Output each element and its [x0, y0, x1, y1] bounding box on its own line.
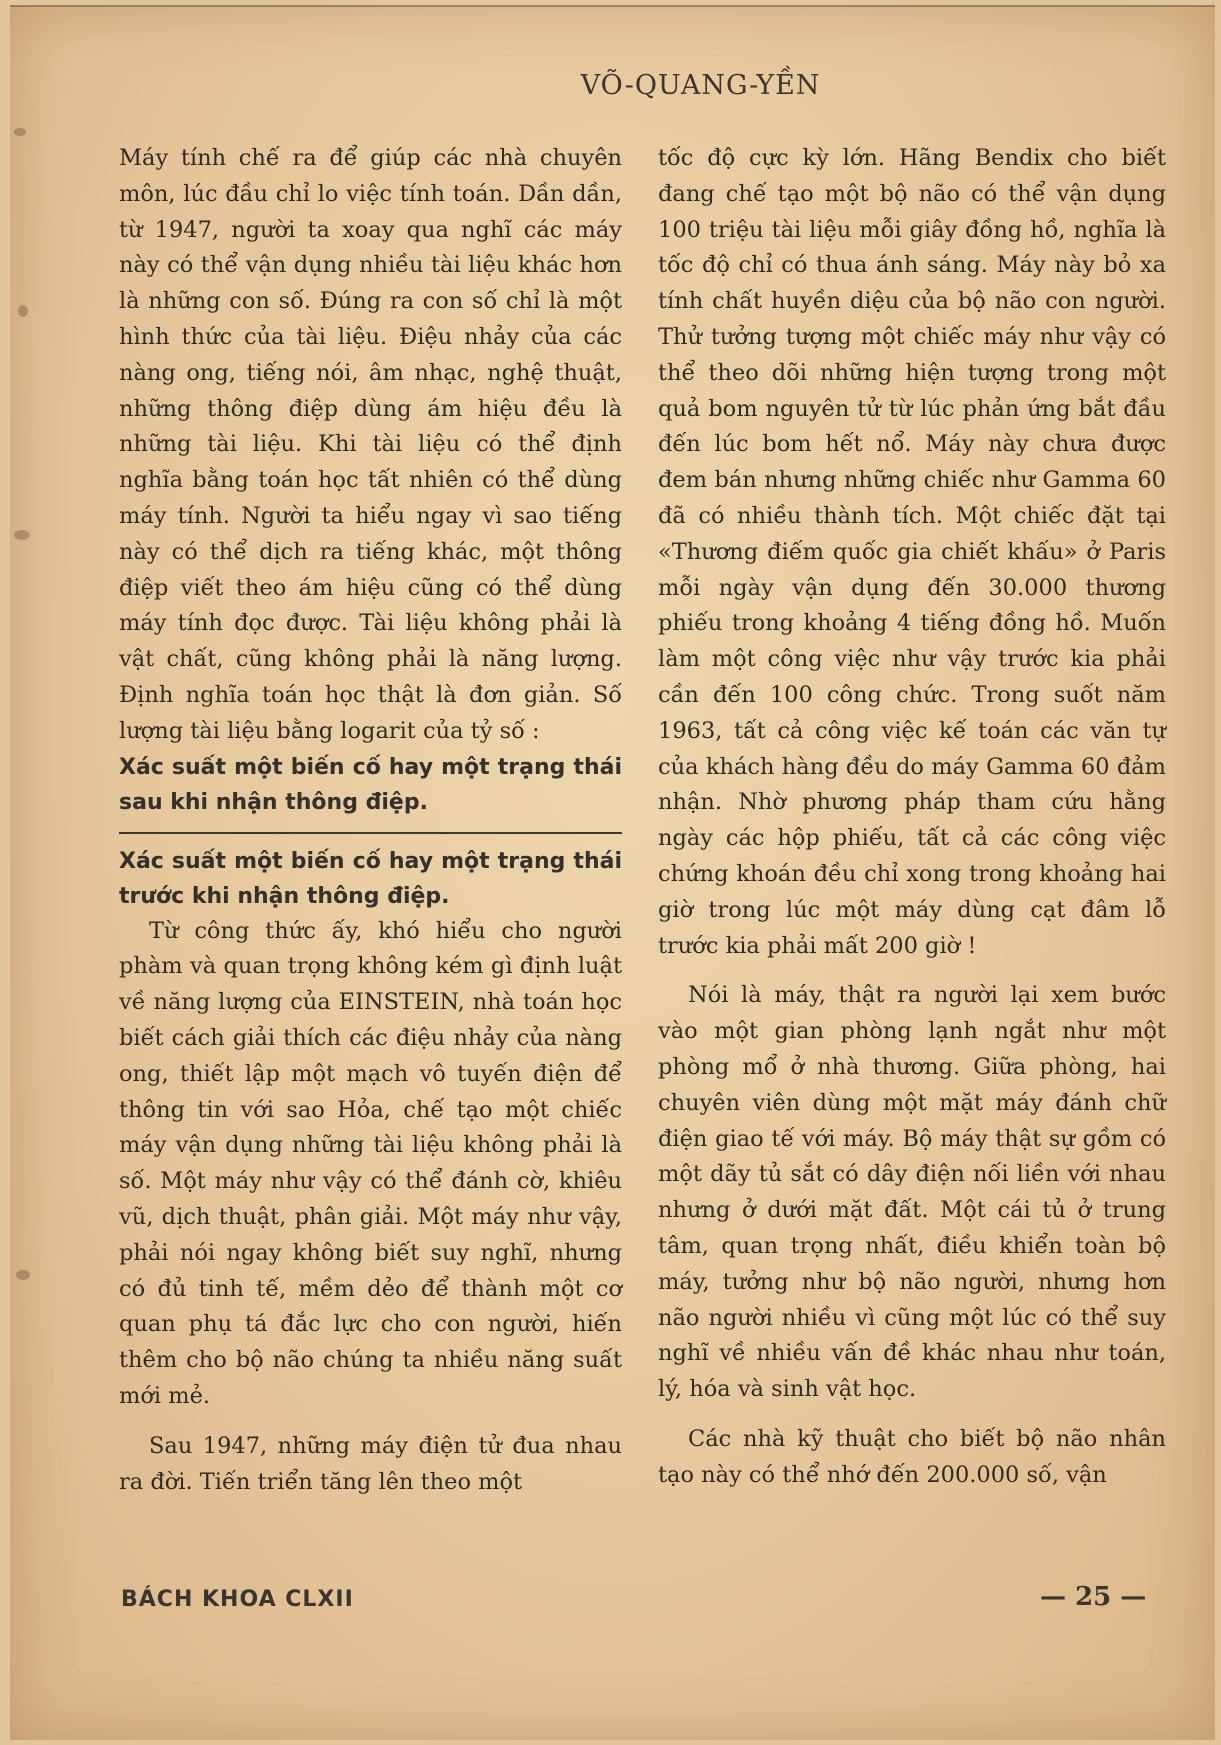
ink-smudge: [14, 530, 30, 540]
author-header: VÕ-QUANG-YỀN: [580, 70, 821, 101]
top-rule: [10, 5, 1215, 7]
paragraph: Sau 1947, những máy điện tử đua nhau ra đời. Tiến triển tăng lên theo một: [119, 1432, 622, 1495]
paragraph: tốc độ cực kỳ lớn. Hãng Bendix cho biết đang chế tạo một bộ não có thể vận dụng 100 triệu tài liệu mỗi giây đồng hồ, nghĩa là tốc độ chỉ có thua ánh sáng. Máy này bỏ xa tính chất huyền diệu của bộ não con người. Thử tưởng tượng một chiếc máy như vậy có thể theo dõi những hiện tượng trong một quả bom nguyên tử từ lúc phản ứng bắt đầu đến lúc bom hết nổ. Máy này chưa được đem bán nhưng những chiếc như Gamma 60 đã có nhiều thành tích. Một chiếc đặt tại «Thương điếm quốc gia chiết khấu» ở Paris mỗi ngày vận dụng đến 30.000 thương phiếu trong khoảng 4 tiếng đồng hồ. Muốn làm một công việc như vậy trước kia phải cần đến 100 công chức. Trong suốt năm 1963, tất cả công việc kế toán các văn tự của khách hàng đều do máy Gamma 60 đảm nhận. Nhờ phương pháp tham cứu hằng ngày các hộp phiếu, tất cả các công việc chứng khoán đều chỉ xong trong khoảng hai giờ trong lúc một máy dùng cạt đâm lỗ trước kia phải mất 200 giờ !: [658, 145, 1166, 959]
ink-smudge: [16, 1270, 30, 1280]
paragraph: Các nhà kỹ thuật cho biết bộ não nhân tạo này có thể nhớ đến 200.000 số, vận: [658, 1425, 1166, 1488]
left-column: [119, 141, 622, 1500]
paragraph: Máy tính chế ra để giúp các nhà chuyên môn, lúc đầu chỉ lo việc tính toán. Dần dần, từ 1947, người ta xoay qua nghĩ các máy này có thể vận dụng nhiều tài liệu khác hơn là những con số. Đúng ra con số chỉ là một hình thức của tài liệu. Điệu nhảy của các nàng ong, tiếng nói, âm nhạc, nghệ thuật, những thông điệp dùng ám hiệu đều là những tài liệu. Khi tài liệu có thể định nghĩa bằng toán học tất nhiên có thể dùng máy tính. Người ta hiểu ngay vì sao tiếng này có thể dịch ra tiếng khác, một thông điệp viết theo ám hiệu cũng có thể dùng máy tính đọc được. Tài liệu không phải là vật chất, cũng không phải là năng lượng. Định nghĩa toán học thật là đơn giản. Số lượng tài liệu bằng logarit của tỷ số :: [119, 145, 622, 744]
ink-smudge: [14, 128, 26, 136]
formula-denominator: Xác suất một biến cố hay một trạng thái trước khi nhận thông điệp.: [119, 848, 622, 909]
fraction-bar: [119, 832, 622, 834]
running-header: [0, 70, 1221, 101]
right-column: [658, 141, 1166, 1493]
publication-name: BÁCH KHOA CLXII: [121, 1587, 354, 1612]
paragraph: Từ công thức ấy, khó hiểu cho người phàm và quan trọng không kém gì định luật về năng lượng của EINSTEIN, nhà toán học biết cách giải thích các điệu nhảy của nàng ong, thiết lập một mạch vô tuyến điện để thông tin với sao Hỏa, chế tạo một chiếc máy vận dụng những tài liệu không phải là số. Một máy như vậy có thể đánh cờ, khiêu vũ, dịch thuật, phân giải. Một máy như vậy, phải nói ngay không biết suy nghĩ, nhưng có đủ tinh tế, mềm dẻo để thành một cơ quan phụ tá đắc lực cho con người, hiến thêm cho bộ não chúng ta nhiều năng suất mới mẻ.: [119, 917, 622, 1409]
ink-smudge: [18, 305, 28, 317]
paragraph: Nói là máy, thật ra người lại xem bước vào một gian phòng lạnh ngắt như một phòng mổ ở nhà thương. Giữa phòng, hai chuyên viên dùng một mặt máy đánh chữ điện giao tế với máy. Bộ máy thật sự gồm có một dãy tủ sắt có dây điện nối liền với nhau nhưng ở dưới mặt đất. Một cái tủ ở trung tâm, quan trọng nhất, điều khiển toàn bộ máy, tưởng như bộ não người, nhưng hơn não người nhiều vì cũng một lúc có thể suy nghĩ về nhiều vấn đề khác nhau như toán, lý, hóa và sinh vật học.: [658, 982, 1166, 1403]
formula-numerator: Xác suất một biến cố hay một trạng thái sau khi nhận thông điệp.: [119, 754, 622, 815]
page-number: — 25 —: [1040, 1582, 1147, 1612]
